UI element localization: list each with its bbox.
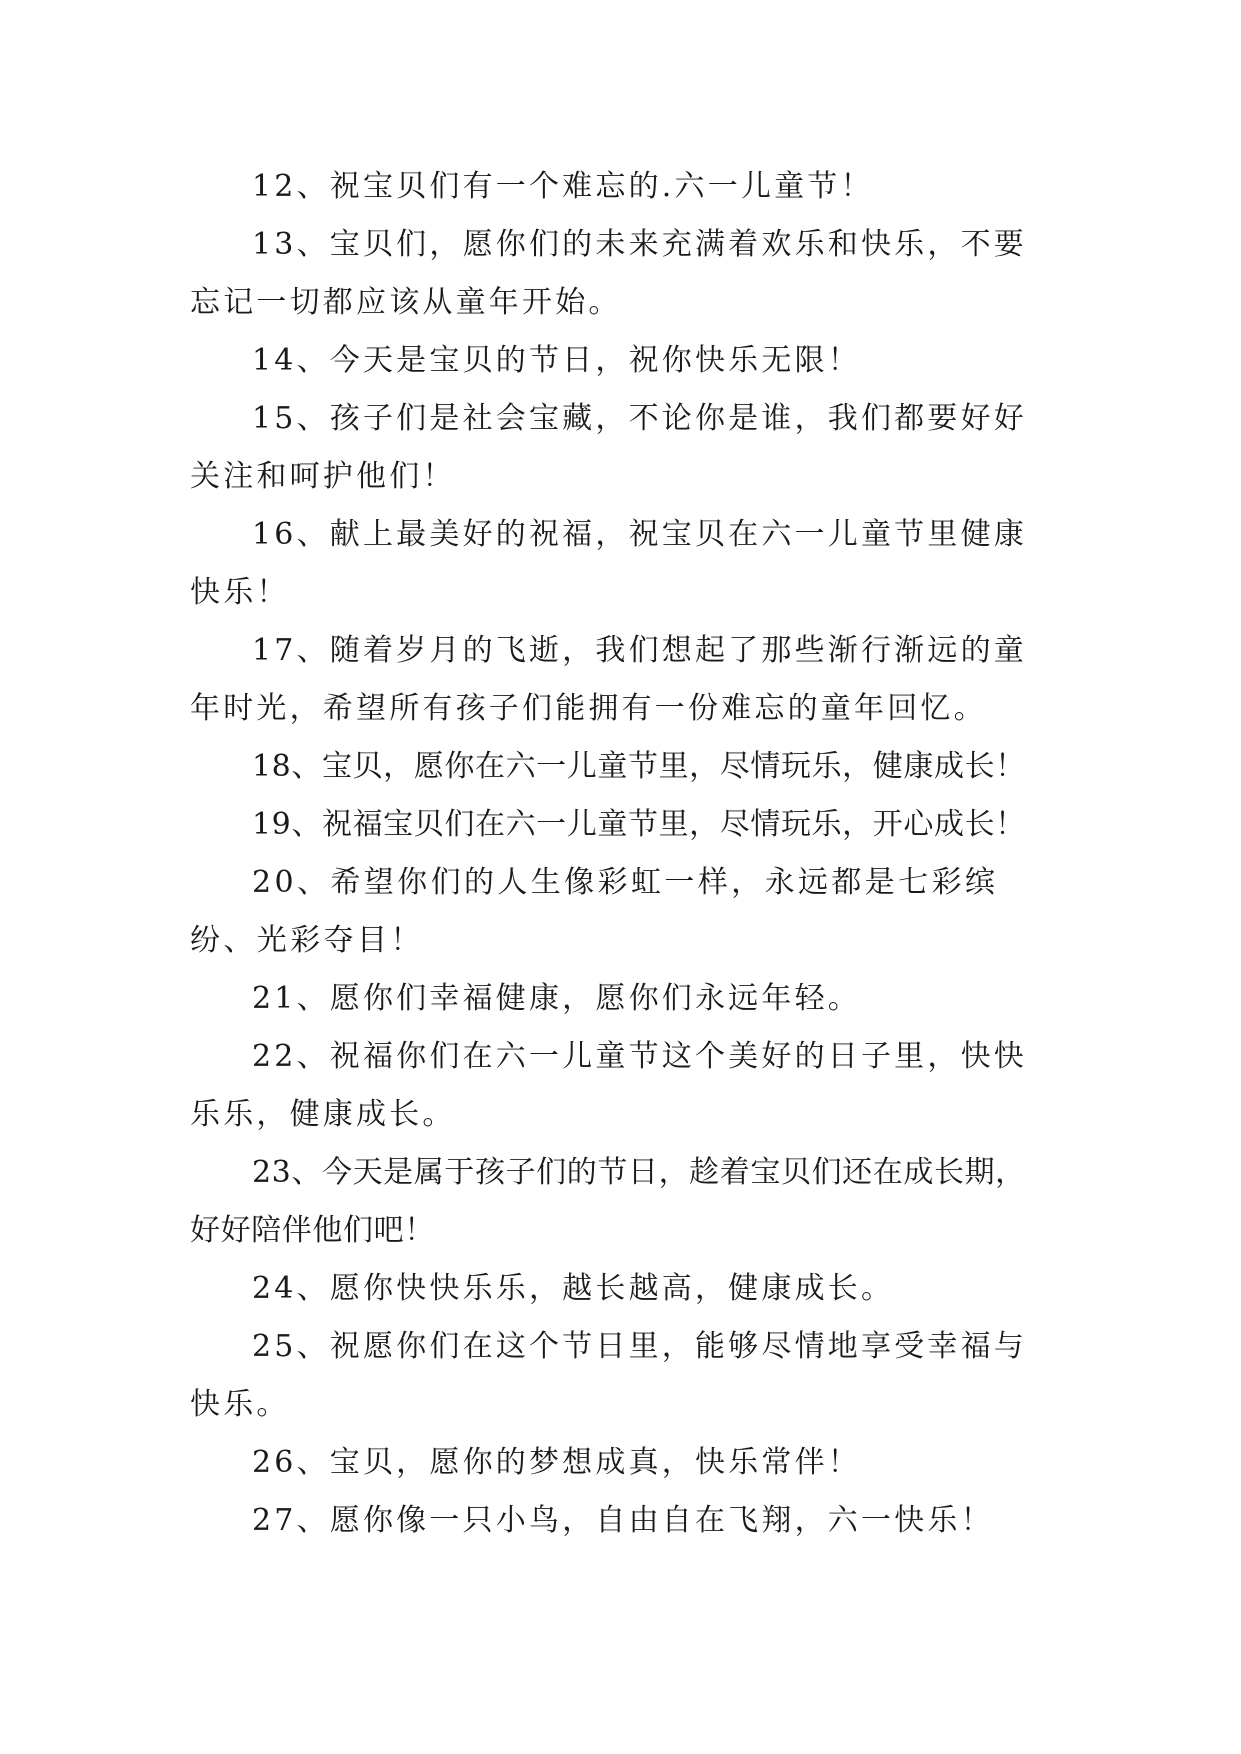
- paragraph-20: 20、希望你们的人生像彩虹一样，永远都是七彩缤纷、光彩夺目！: [190, 865, 999, 958]
- paragraph-27: 27、愿你像一只小鸟，自由自在飞翔，六一快乐！: [252, 1503, 994, 1538]
- paragraph-15: 15、孩子们是社会宝藏，不论你是谁，我们都要好好关注和呵护他们！: [190, 401, 1027, 494]
- paragraph-12: 12、祝宝贝们有一个难忘的.六一儿童节！: [252, 169, 874, 204]
- paragraph-13: 13、宝贝们，愿你们的未来充满着欢乐和快乐，不要忘记一切都应该从童年开始。: [190, 227, 1027, 320]
- paragraph-26: 26、宝贝，愿你的梦想成真，快乐常伴！: [252, 1445, 861, 1480]
- paragraph-16: 16、献上最美好的祝福，祝宝贝在六一儿童节里健康快乐！: [190, 517, 1027, 610]
- paragraph-17: 17、随着岁月的飞逝，我们想起了那些渐行渐远的童年时光，希望所有孩子们能拥有一份难忘的童年回忆。: [190, 633, 1027, 726]
- paragraph-24: 24、愿你快快乐乐，越长越高，健康成长。: [252, 1271, 895, 1306]
- document-body: [190, 158, 1050, 1550]
- paragraph-18: 18、宝贝，愿你在六一儿童节里，尽情玩乐，健康成长！: [252, 749, 1026, 784]
- paragraph-22: 22、祝福你们在六一儿童节这个美好的日子里，快快乐乐，健康成长。: [190, 1039, 1027, 1132]
- paragraph-21: 21、愿你们幸福健康，愿你们永远年轻。: [252, 981, 861, 1016]
- paragraph-25: 25、祝愿你们在这个节日里，能够尽情地享受幸福与快乐。: [190, 1329, 1027, 1422]
- paragraph-19: 19、祝福宝贝们在六一儿童节里，尽情玩乐，开心成长！: [252, 807, 1026, 842]
- paragraph-23: 23、今天是属于孩子们的节日，趁着宝贝们还在成长期，好好陪伴他们吧！: [190, 1155, 1026, 1248]
- paragraph-14: 14、今天是宝贝的节日，祝你快乐无限！: [252, 343, 861, 378]
